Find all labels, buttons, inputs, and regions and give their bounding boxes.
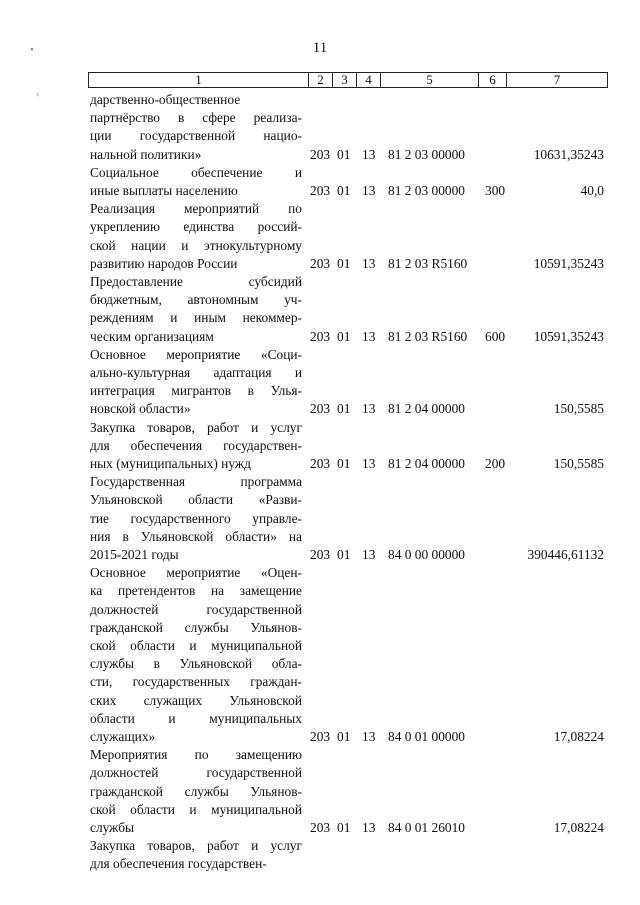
description-line: Основное мероприятие «Оцен- bbox=[90, 565, 302, 581]
description-line: 2015-2021 годы bbox=[90, 547, 179, 562]
cell-c2: 203 bbox=[310, 182, 331, 198]
cell-c2: 203 bbox=[310, 819, 331, 835]
cell-c4: 13 bbox=[362, 146, 376, 162]
description-line: партнёрство в сфере реализа- bbox=[90, 110, 302, 126]
cell-c7: 390446,61132 bbox=[527, 546, 604, 562]
description-line: нальной политики» bbox=[90, 146, 202, 162]
description-line: Мероприятия по замещению bbox=[90, 747, 302, 763]
description-line: Социальное обеспечение и bbox=[90, 164, 302, 180]
description-line: Предоставление субсидий bbox=[90, 274, 302, 289]
cell-c5: 81 2 04 00000 bbox=[388, 401, 465, 417]
description-line: Закупка товаров, работ и услуг bbox=[90, 419, 302, 435]
cell-c2: 203 bbox=[310, 328, 331, 344]
row-description bbox=[90, 473, 302, 564]
cell-c3: 01 bbox=[337, 728, 351, 744]
header-col-6: 6 bbox=[479, 73, 507, 87]
cell-c3: 01 bbox=[337, 401, 351, 417]
description-line: области и муниципальных bbox=[90, 710, 302, 726]
description-line: гражданской службы Ульянов- bbox=[90, 619, 302, 635]
description-line: Государственная программа bbox=[90, 474, 302, 490]
cell-c2: 203 bbox=[310, 146, 331, 162]
table-row bbox=[0, 273, 640, 346]
table-row bbox=[0, 164, 640, 200]
cell-c5: 84 0 00 00000 bbox=[388, 546, 465, 562]
cell-c7: 10591,35243 bbox=[533, 328, 604, 344]
description-line: Закупка товаров, работ и услуг bbox=[90, 838, 302, 854]
cell-c3: 01 bbox=[337, 182, 351, 198]
table-row bbox=[0, 473, 640, 564]
description-line: новской области» bbox=[90, 401, 191, 417]
description-line: бюджетным, автономным уч- bbox=[90, 292, 302, 308]
table-row bbox=[0, 419, 640, 474]
table-header-row bbox=[88, 72, 608, 88]
cell-c7: 10591,35243 bbox=[533, 255, 604, 271]
cell-c7: 17,08224 bbox=[553, 728, 604, 744]
cell-c3: 01 bbox=[337, 146, 351, 162]
scan-mark: ‹ bbox=[36, 88, 40, 100]
description-line: Основное мероприятие «Соци- bbox=[90, 346, 302, 362]
description-line: ческим организациям bbox=[90, 328, 214, 344]
cell-c4: 13 bbox=[362, 728, 376, 744]
cell-c4: 13 bbox=[362, 255, 376, 271]
cell-c4: 13 bbox=[362, 455, 376, 471]
header-col-4: 4 bbox=[357, 73, 381, 87]
cell-c4: 13 bbox=[362, 819, 376, 835]
description-line: ния в Ульяновской области» на bbox=[90, 528, 302, 544]
cell-c5: 84 0 01 00000 bbox=[388, 728, 465, 744]
scan-mark: • bbox=[30, 44, 34, 56]
description-line: службы в Ульяновской обла- bbox=[90, 656, 302, 672]
description-line: должностей государственной bbox=[90, 765, 302, 781]
description-line: ных (муниципальных) нужд bbox=[90, 456, 251, 471]
cell-c3: 01 bbox=[337, 455, 351, 471]
description-line: служащих» bbox=[90, 729, 156, 745]
cell-c7: 40,0 bbox=[580, 182, 604, 198]
row-description bbox=[90, 746, 302, 837]
row-description bbox=[90, 273, 302, 346]
description-line: ской области и муниципальной bbox=[90, 638, 302, 653]
description-line: развитию народов России bbox=[90, 255, 238, 271]
header-col-7: 7 bbox=[553, 72, 561, 87]
row-description bbox=[90, 164, 302, 200]
table-row bbox=[0, 746, 640, 837]
description-line: интеграция мигрантов в Улья- bbox=[90, 383, 302, 399]
cell-c4: 13 bbox=[362, 328, 376, 344]
cell-c3: 01 bbox=[337, 328, 351, 344]
description-line: должностей государственной bbox=[90, 601, 302, 617]
description-line: для обеспечения государствен- bbox=[90, 856, 267, 872]
header-col-3: 3 bbox=[333, 73, 357, 87]
cell-c7: 150,5585 bbox=[553, 401, 604, 417]
cell-c2: 203 bbox=[310, 255, 331, 271]
description-line: ка претендентов на замещение bbox=[90, 583, 302, 599]
cell-c5: 81 2 03 00000 bbox=[388, 182, 465, 198]
table-row bbox=[0, 346, 640, 419]
row-description bbox=[90, 91, 302, 164]
description-line: ской области и муниципальной bbox=[90, 801, 302, 817]
page-number: 11 bbox=[312, 40, 328, 56]
cell-c4: 13 bbox=[362, 546, 376, 562]
cell-c3: 01 bbox=[337, 255, 351, 271]
description-line: службы bbox=[90, 820, 135, 835]
description-line: реждениям и иным некоммер- bbox=[90, 310, 302, 326]
table-row bbox=[0, 200, 640, 273]
header-col-1: 1 bbox=[89, 73, 309, 87]
row-description bbox=[90, 200, 302, 273]
description-line: гражданской службы Ульянов- bbox=[90, 783, 302, 799]
cell-c5: 81 2 04 00000 bbox=[388, 455, 465, 471]
row-description bbox=[90, 564, 302, 746]
description-line: тие государственного управле- bbox=[90, 510, 302, 526]
cell-c5: 81 2 03 R5160 bbox=[388, 328, 468, 344]
cell-c4: 13 bbox=[362, 182, 376, 198]
cell-c6: 200 bbox=[485, 455, 506, 471]
cell-c5: 81 2 03 00000 bbox=[388, 146, 465, 162]
table-row bbox=[0, 837, 640, 873]
cell-c7: 150,5585 bbox=[553, 455, 604, 471]
cell-c2: 203 bbox=[310, 401, 331, 417]
table-row bbox=[0, 91, 640, 164]
description-line: Ульяновской области «Разви- bbox=[90, 492, 302, 508]
cell-c7: 17,08224 bbox=[553, 819, 604, 835]
cell-c2: 203 bbox=[310, 455, 331, 471]
header-col-5: 5 bbox=[381, 73, 479, 87]
description-line: сти, государственных граждан- bbox=[90, 674, 302, 690]
cell-c2: 203 bbox=[310, 546, 331, 562]
description-line: иные выплаты населению bbox=[90, 183, 238, 198]
description-line: укреплению единства россий- bbox=[90, 219, 302, 235]
description-line: ской нации и этнокультурному bbox=[90, 237, 302, 253]
row-description bbox=[90, 346, 302, 419]
cell-c5: 81 2 03 R5160 bbox=[388, 255, 468, 271]
description-line: ских служащих Ульяновской bbox=[90, 692, 302, 708]
cell-c6: 600 bbox=[485, 328, 506, 344]
description-line: дарственно-общественное bbox=[90, 92, 241, 107]
cell-c2: 203 bbox=[310, 728, 331, 744]
row-description bbox=[90, 419, 302, 474]
description-line: для обеспечения государствен- bbox=[90, 437, 302, 453]
cell-c3: 01 bbox=[337, 819, 351, 835]
table-row bbox=[0, 564, 640, 746]
cell-c5: 84 0 01 26010 bbox=[388, 819, 465, 835]
row-description bbox=[90, 837, 302, 873]
description-line: Реализация мероприятий по bbox=[90, 201, 302, 217]
cell-c6: 300 bbox=[485, 182, 506, 198]
cell-c7: 10631,35243 bbox=[533, 146, 604, 162]
cell-c3: 01 bbox=[337, 546, 351, 562]
description-line: ции государственной нацио- bbox=[90, 128, 302, 144]
header-col-2: 2 bbox=[309, 73, 333, 87]
description-line: ально-культурная адаптация и bbox=[90, 365, 302, 380]
cell-c4: 13 bbox=[362, 401, 376, 417]
